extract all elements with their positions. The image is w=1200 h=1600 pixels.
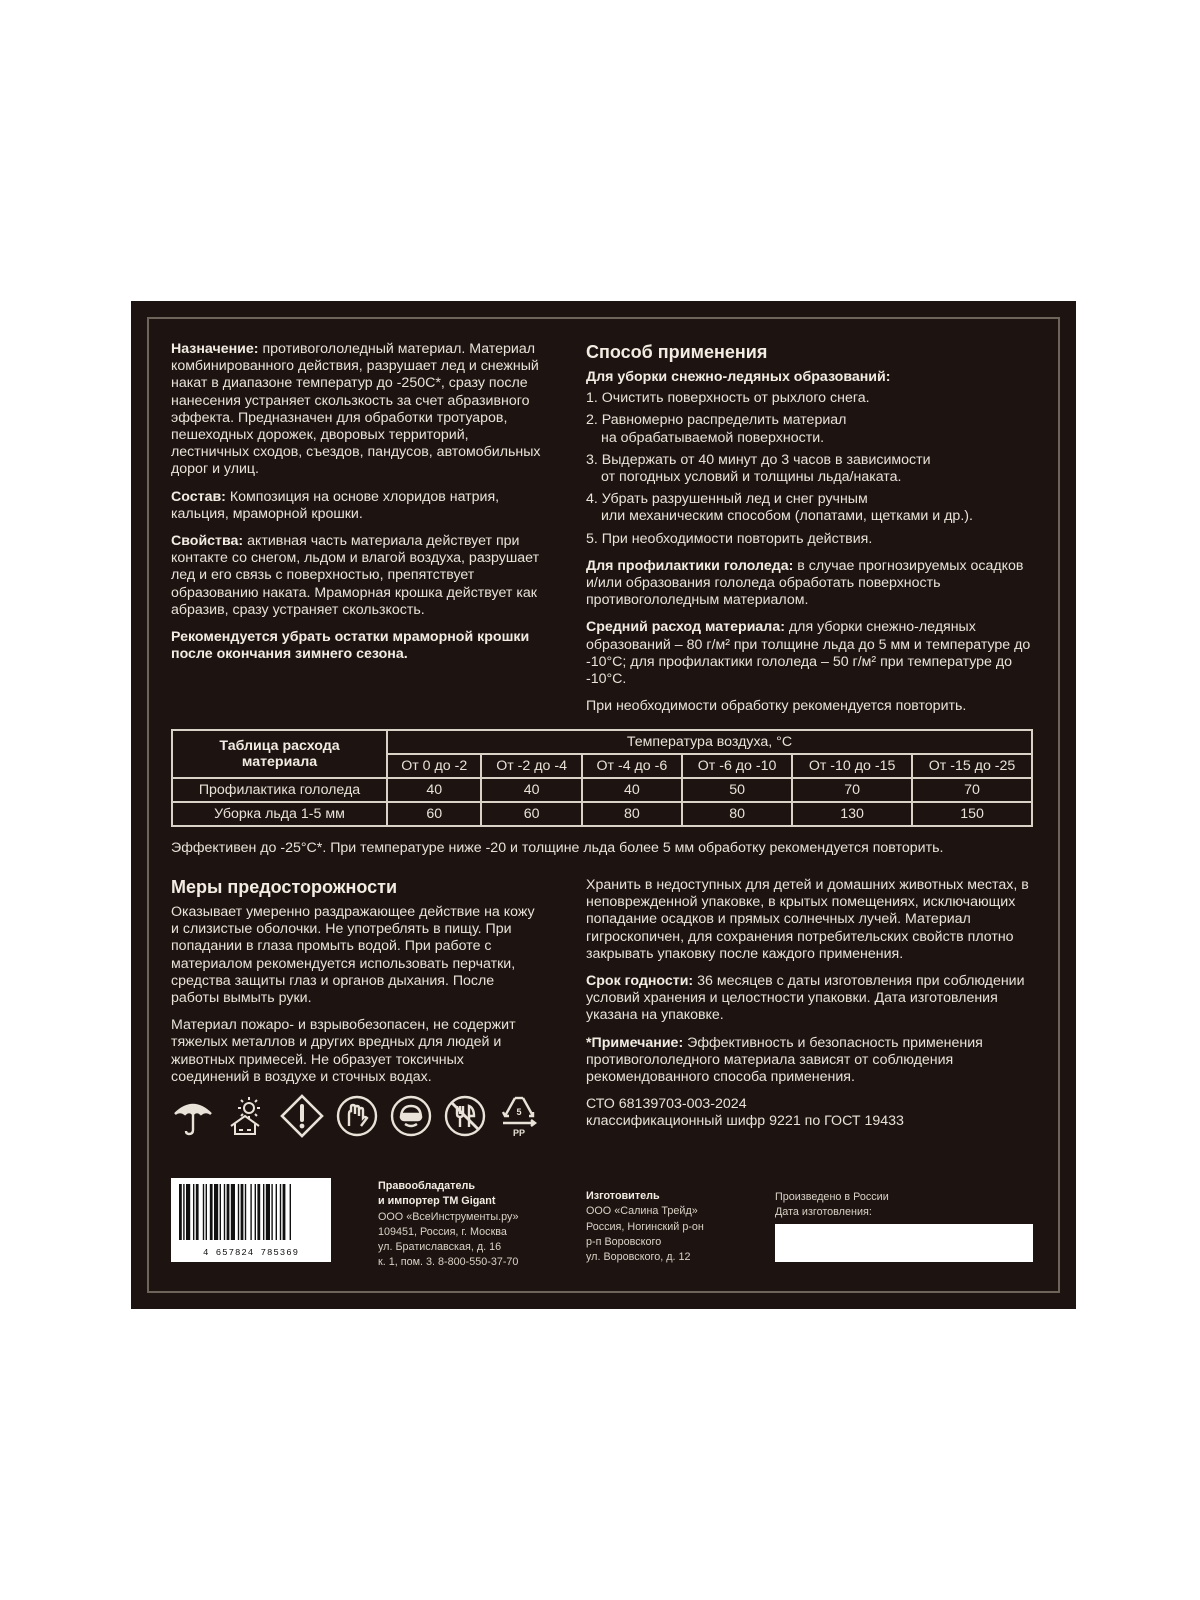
usage-step [586, 491, 1036, 525]
note-label: *Примечание: [586, 1034, 684, 1051]
gloves-icon [335, 1093, 379, 1139]
temperature-header: Температура воздуха, °С [387, 730, 1032, 754]
precautions-column [171, 876, 546, 1096]
usage-step [586, 412, 1036, 446]
recycle-code: 5 [516, 1107, 522, 1117]
prevention-paragraph [586, 558, 1036, 610]
recommendation-text: Рекомендуется убрать остатки мраморной крошки после окончания зимнего сезона. [171, 629, 530, 663]
column-header: От 0 до -2 [387, 754, 481, 778]
pictogram-row [171, 1093, 541, 1139]
step-line: 4. Убрать разрушенный лед и снег ручным [586, 491, 868, 508]
consumption-table [171, 729, 1033, 827]
step-line: 1. Очистить поверхность от рыхлого снега. [586, 390, 870, 407]
step-line-indent: на обрабатываемой поверхности. [601, 429, 825, 446]
table-cell: 130 [792, 802, 912, 826]
table-cell: 70 [792, 778, 912, 802]
storage-column [586, 877, 1036, 1141]
goggles-icon [389, 1093, 433, 1139]
table-cell: 40 [481, 778, 581, 802]
table-cell: 50 [682, 778, 792, 802]
usage-title: Способ применения [586, 342, 768, 362]
rights-holder-line: 109451, Россия, г. Москва [378, 1225, 507, 1238]
rights-holder-line: к. 1, пом. 3. 8-800-550-37-70 [378, 1256, 519, 1269]
label-panel [131, 301, 1076, 1309]
sun-house-icon [225, 1093, 269, 1139]
step-line-indent: от погодных условий и толщины льда/наката. [601, 469, 902, 486]
consumption-label: Средний расход материала: [586, 619, 785, 636]
table-corner-cell [172, 730, 387, 778]
barcode-bars [171, 1178, 331, 1248]
usage-step [586, 390, 1036, 407]
composition-label: Состав: [171, 488, 226, 505]
prevention-label: Для профилактики гололеда: [586, 557, 794, 574]
storage-text: Хранить в недоступных для детей и домашних животных местах, в неповрежденной упаковке, в крытых помещениях, исключающих попадание осадков и прямых солнечных лучей. Материал гигроскопичен, для сохранения потребительских свойств плотно закрывать упаковку после каждого применения. [586, 877, 1029, 962]
standard-line: классификационный шифр 9221 по ГОСТ 19433 [586, 1113, 904, 1130]
table-row [172, 778, 1032, 802]
properties-label: Свойства: [171, 533, 244, 550]
column-header: От -15 до -25 [912, 754, 1032, 778]
step-line: 2. Равномерно распределить материал [586, 412, 847, 429]
standard-paragraph [586, 1096, 1036, 1130]
table-cell: 70 [912, 778, 1032, 802]
description-column [171, 341, 541, 673]
row-label: Профилактика гололеда [172, 778, 387, 802]
recommendation-paragraph [171, 629, 541, 663]
manufacturer-line: ул. Воровского, д. 12 [586, 1251, 691, 1264]
usage-steps [586, 390, 1036, 548]
prevention-text: в случае прогнозируемых осадков и/или образования гололеда обработать поверхность противогололедным материалом. [586, 557, 1024, 609]
note-text: Эффективность и безопасность применения противогололедного материала зависят от соблюдения рекомендованного способа применения. [586, 1034, 983, 1086]
table-cell: 40 [387, 778, 481, 802]
precautions-text: Оказывает умеренно раздражающее действие на кожу и слизистые оболочки. Не употреблять в пищу. При попадании в глаза промыть водой. При работе с материалом рекомендуется использовать перчатки, средства защиты глаз и органов дыхания. После работы вымыть руки. [171, 904, 535, 1007]
table-cell: 60 [481, 802, 581, 826]
purpose-text: противогололедный материал. Материал комбинированного действия, разрушает лед и снежный накат в диапазоне температур до -250С*, сразу после нанесения устраняет скользкость за счет абразивного эффекта. Предназначен для обработки тротуаров, пешеходных дорожек, дворовых территорий, лестничных сходов, съездов, пандусов, автомобильных дорог и улиц. [171, 341, 541, 478]
usage-step [586, 452, 1036, 486]
corner-line: Таблица расхода [219, 738, 340, 754]
manufacturer-line: р-п Воровского [586, 1235, 662, 1248]
composition-text: Композиция на основе хлоридов натрия, кальция, мраморной крошки. [171, 488, 500, 522]
shelf-life-paragraph [586, 973, 1036, 1025]
rights-holder-line: ООО «ВсеИнструменты.ру» [378, 1210, 519, 1223]
table-cell: 150 [912, 802, 1032, 826]
date-label: Дата изготовления: [775, 1206, 872, 1219]
manufacturer-line: ООО «Салина Трейд» [586, 1205, 698, 1218]
rights-holder-block [378, 1179, 548, 1271]
corner-line: материала [241, 754, 318, 770]
origin-block [775, 1190, 1040, 1221]
hazard-exclamation-icon [279, 1093, 325, 1139]
column-header: От -6 до -10 [682, 754, 792, 778]
manufacture-date-box [775, 1224, 1033, 1262]
recycle-material: PP [512, 1128, 526, 1138]
rights-holder-line: ул. Братиславская, д. 16 [378, 1241, 502, 1254]
consumption-paragraph [586, 619, 1036, 688]
manufacturer-block [586, 1189, 746, 1265]
rights-holder-label: Правообладатель [378, 1180, 475, 1192]
step-line: 3. Выдержать от 40 минут до 3 часов в зависимости [586, 451, 931, 468]
column-header: От -10 до -15 [792, 754, 912, 778]
consumption-text: для уборки снежно-ледяных образований – 80 г/м² при толщине льда до 5 мм и температуре до -10°С; для профилактики гололеда – 50 г/м² при температуре до -10°С. [586, 619, 1031, 688]
standard-line: СТО 68139703-003-2024 [586, 1096, 747, 1113]
repeat-paragraph: При необходимости обработку рекомендуется повторить. [586, 698, 967, 715]
table-cell: 60 [387, 802, 481, 826]
manufacturer-line: Россия, Ногинский р-он [586, 1220, 704, 1233]
step-line-indent: или механическим способом (лопатами, щетками и др.). [601, 508, 973, 525]
row-label: Уборка льда 1-5 мм [172, 802, 387, 826]
table-row [172, 802, 1032, 826]
usage-step [586, 531, 1036, 548]
table-header-row [172, 730, 1032, 754]
note-paragraph [586, 1035, 1036, 1087]
purpose-paragraph [171, 341, 541, 479]
no-eating-icon [443, 1093, 487, 1139]
shelf-life-text: 36 месяцев с даты изготовления при соблюдении условий хранения и целостности упаковки. Дата изготовления указана на упаковке. [586, 973, 1025, 1024]
shelf-life-label: Срок годности: [586, 973, 694, 990]
barcode [171, 1178, 331, 1262]
usage-subtitle-paragraph [586, 369, 1036, 386]
rights-holder-label: и импортер ТМ Gigant [378, 1195, 496, 1208]
composition-paragraph [171, 489, 541, 523]
manufacturer-label: Изготовитель [586, 1190, 660, 1202]
precautions-title: Меры предосторожности [171, 877, 398, 897]
barcode-digits: 4 657824 785369 [202, 1248, 299, 1258]
properties-text: активная часть материала действует при контакте со снегом, льдом и влагой воздуха, разрушает лед и его связь с поверхностью, препятствует образованию наката. Мраморная крошка действует как абразив, сразу устраняет скользкость. [171, 533, 540, 618]
column-header: От -2 до -4 [481, 754, 581, 778]
usage-column [586, 341, 1036, 725]
effective-note: Эффективен до -25°С*. При температуре ниже -20 и толщине льда более 5 мм обработку рекомендуется повторить. [171, 840, 944, 856]
purpose-label: Назначение: [171, 341, 259, 357]
table-cell: 40 [582, 778, 682, 802]
column-header: От -4 до -6 [582, 754, 682, 778]
table-cell: 80 [582, 802, 682, 826]
recycle-pp-icon [497, 1093, 541, 1139]
step-line: 5. При необходимости повторить действия. [586, 530, 873, 547]
properties-paragraph [171, 533, 541, 619]
made-in-text: Произведено в России [775, 1191, 889, 1203]
safety-text: Материал пожаро- и взрывобезопасен, не содержит тяжелых металлов и других вредных для людей и животных примесей. Не образует токсичных соединений в воздухе и сточных водах. [171, 1017, 516, 1085]
umbrella-icon [171, 1093, 215, 1139]
table-cell: 80 [682, 802, 792, 826]
usage-subtitle: Для уборки снежно-ледяных образований: [586, 369, 891, 385]
